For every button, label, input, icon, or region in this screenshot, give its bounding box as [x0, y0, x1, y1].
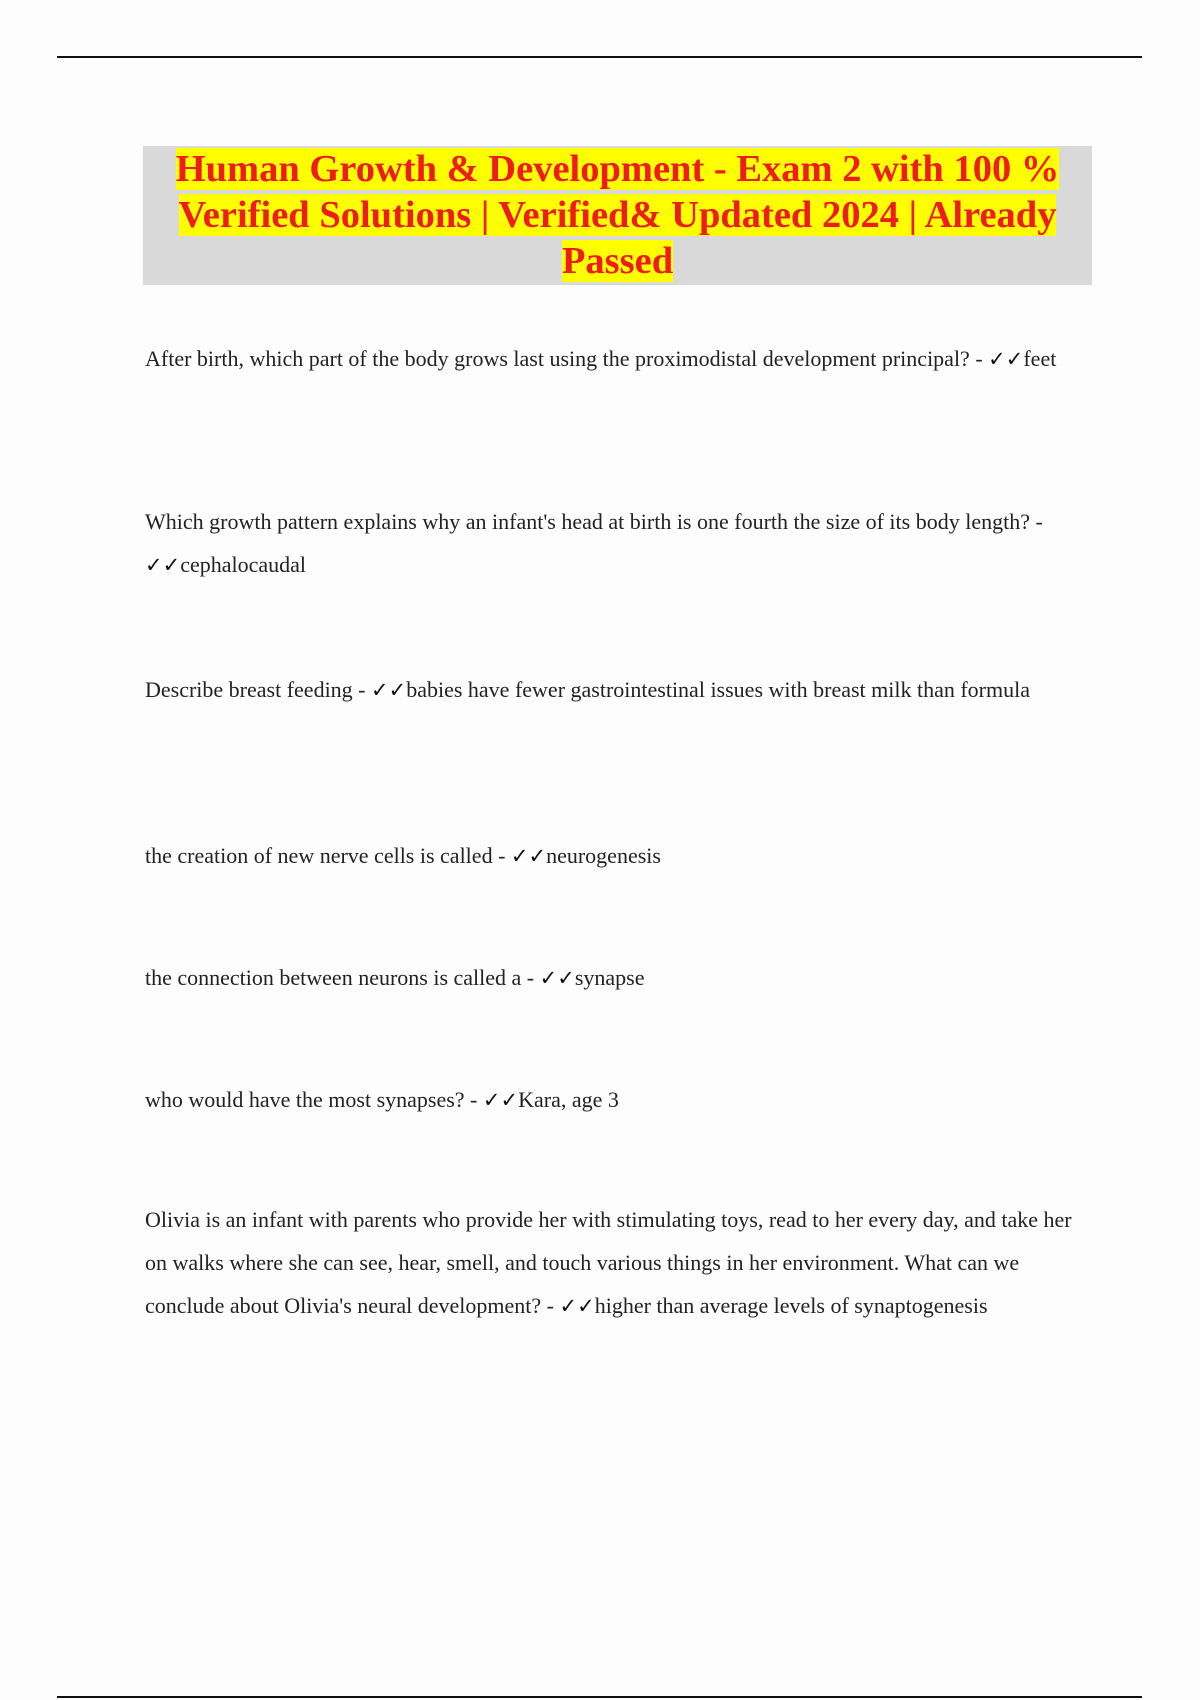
answer-text: neurogenesis — [546, 843, 661, 868]
answer-text: Kara, age 3 — [518, 1087, 619, 1112]
question-text: who would have the most synapses? - — [145, 1087, 483, 1112]
qa-item-7 — [145, 1198, 1085, 1328]
question-text: the creation of new nerve cells is called - — [145, 843, 511, 868]
header-rule — [57, 56, 1142, 58]
answer-text: synapse — [574, 965, 645, 990]
answer-text: feet — [1023, 346, 1057, 371]
qa-item-4 — [145, 834, 1085, 878]
check-icon: ✓✓ — [371, 678, 407, 702]
check-icon: ✓✓ — [559, 1294, 595, 1318]
qa-item-6 — [145, 1078, 1085, 1122]
question-text: After birth, which part of the body grows last using the proximodistal development principal? - — [145, 346, 989, 371]
check-icon: ✓✓ — [510, 844, 547, 868]
check-icon: ✓✓ — [482, 1088, 519, 1112]
answer-text: babies have fewer gastrointestinal issues with breast milk than formula — [406, 677, 1030, 702]
qa-item-3 — [145, 668, 1085, 712]
qa-item-1 — [145, 337, 1085, 381]
qa-item-5 — [145, 956, 1085, 1000]
qa-item-2 — [145, 500, 1085, 587]
question-text: Which growth pattern explains why an infant's head at birth is one fourth the size of its body length? - — [145, 509, 1043, 534]
check-icon: ✓✓ — [145, 553, 181, 577]
title-banner — [143, 146, 1092, 285]
document-title: Human Growth & Development - Exam 2 with 100 % Verified Solutions | Verified& Updated 2024 | Already Passed — [175, 148, 1060, 282]
question-text: Describe breast feeding - — [145, 677, 372, 702]
question-text: the connection between neurons is called a - — [145, 965, 540, 990]
question-text: Olivia is an infant with parents who provide her with stimulating toys, read to her every day, and take her on walks where she can see, hear, smell, and touch various things in her environment. What can we conclude about Olivia's neural development? - — [145, 1207, 1072, 1318]
answer-text: cephalocaudal — [180, 552, 307, 577]
footer-rule — [57, 1696, 1142, 1698]
check-icon: ✓✓ — [988, 347, 1024, 371]
check-icon: ✓✓ — [539, 966, 575, 990]
answer-text: higher than average levels of synaptogenesis — [594, 1293, 988, 1318]
